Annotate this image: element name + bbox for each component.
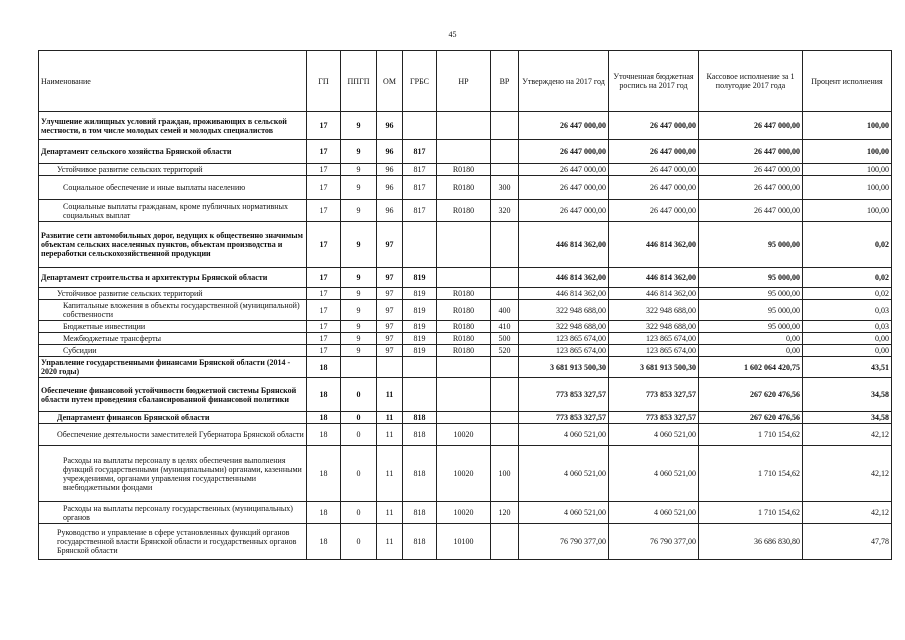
- cell-gp: 17: [307, 140, 341, 164]
- cell-name: Капитальные вложения в объекты государственной (муниципальной) собственности: [39, 300, 307, 321]
- cell-ppgp: 9: [341, 200, 377, 222]
- cell-vr: 320: [491, 200, 519, 222]
- cell-name: Департамент строительства и архитектуры Брянской области: [39, 268, 307, 288]
- cell-refined: 322 948 688,00: [609, 300, 699, 321]
- cell-cash: 26 447 000,00: [699, 140, 803, 164]
- cell-vr: 500: [491, 333, 519, 345]
- cell-grbs: 818: [403, 502, 437, 524]
- cell-percent: 100,00: [803, 164, 892, 176]
- cell-nr: [437, 412, 491, 424]
- cell-gp: 17: [307, 300, 341, 321]
- cell-om: 96: [377, 200, 403, 222]
- cell-name: Расходы на выплаты персоналу в целях обеспечения выполнения функций государственными (муниципальными) органами, казенными учреждениями, органами управления государственными внебюджетными фондами: [39, 446, 307, 502]
- cell-gp: 18: [307, 412, 341, 424]
- cell-om: 97: [377, 222, 403, 268]
- cell-refined: 26 447 000,00: [609, 112, 699, 140]
- cell-vr: [491, 268, 519, 288]
- header-refined: Уточненная бюджетная роспись на 2017 год: [609, 51, 699, 112]
- cell-grbs: 817: [403, 140, 437, 164]
- cell-om: 96: [377, 140, 403, 164]
- cell-gp: 18: [307, 424, 341, 446]
- cell-nr: R0180: [437, 164, 491, 176]
- cell-percent: 34,58: [803, 412, 892, 424]
- cell-approved: 4 060 521,00: [519, 424, 609, 446]
- cell-grbs: 819: [403, 321, 437, 333]
- cell-om: 97: [377, 345, 403, 357]
- cell-gp: 17: [307, 333, 341, 345]
- table-row: [39, 112, 892, 140]
- cell-grbs: [403, 222, 437, 268]
- cell-vr: 410: [491, 321, 519, 333]
- cell-cash: 267 620 476,56: [699, 378, 803, 412]
- cell-nr: R0180: [437, 288, 491, 300]
- header-vr: ВР: [491, 51, 519, 112]
- cell-approved: 446 814 362,00: [519, 222, 609, 268]
- cell-approved: 322 948 688,00: [519, 300, 609, 321]
- header-gp: ГП: [307, 51, 341, 112]
- cell-nr: R0180: [437, 333, 491, 345]
- cell-cash: 36 686 830,80: [699, 524, 803, 560]
- cell-name: Обеспечение деятельности заместителей Губернатора Брянской области: [39, 424, 307, 446]
- cell-gp: 17: [307, 222, 341, 268]
- cell-cash: 95 000,00: [699, 222, 803, 268]
- cell-ppgp: 9: [341, 140, 377, 164]
- cell-refined: 446 814 362,00: [609, 268, 699, 288]
- cell-gp: 18: [307, 446, 341, 502]
- cell-name: Обеспечение финансовой устойчивости бюджетной системы Брянской области путем проведения сбалансированной финансовой политики: [39, 378, 307, 412]
- cell-approved: 4 060 521,00: [519, 446, 609, 502]
- cell-refined: 773 853 327,57: [609, 412, 699, 424]
- cell-ppgp: 0: [341, 378, 377, 412]
- cell-approved: 26 447 000,00: [519, 200, 609, 222]
- cell-approved: 446 814 362,00: [519, 268, 609, 288]
- cell-name: Устойчивое развитие сельских территорий: [39, 164, 307, 176]
- table-row: [39, 345, 892, 357]
- cell-name: Социальное обеспечение и иные выплаты населению: [39, 176, 307, 200]
- cell-approved: 26 447 000,00: [519, 140, 609, 164]
- cell-percent: 0,00: [803, 345, 892, 357]
- cell-gp: 18: [307, 524, 341, 560]
- table-row: [39, 424, 892, 446]
- cell-refined: 123 865 674,00: [609, 333, 699, 345]
- cell-refined: 26 447 000,00: [609, 200, 699, 222]
- header-grbs: ГРБС: [403, 51, 437, 112]
- cell-refined: 446 814 362,00: [609, 222, 699, 268]
- cell-approved: 322 948 688,00: [519, 321, 609, 333]
- cell-vr: 300: [491, 176, 519, 200]
- cell-om: 11: [377, 412, 403, 424]
- table-row: [39, 176, 892, 200]
- header-om: ОМ: [377, 51, 403, 112]
- page-number: 45: [448, 30, 457, 39]
- cell-refined: 26 447 000,00: [609, 176, 699, 200]
- cell-om: 96: [377, 176, 403, 200]
- cell-name: Развитие сети автомобильных дорог, ведущих к общественно значимым объектам сельских населенных пунктов, объектам производства и переработки сельскохозяйственной продукции: [39, 222, 307, 268]
- cell-nr: [437, 112, 491, 140]
- cell-vr: [491, 140, 519, 164]
- cell-ppgp: 0: [341, 502, 377, 524]
- cell-ppgp: 0: [341, 446, 377, 502]
- cell-nr: [437, 140, 491, 164]
- cell-grbs: 818: [403, 424, 437, 446]
- cell-refined: 3 681 913 500,30: [609, 357, 699, 378]
- table-row: [39, 321, 892, 333]
- cell-ppgp: 9: [341, 321, 377, 333]
- cell-grbs: 819: [403, 300, 437, 321]
- cell-gp: 18: [307, 502, 341, 524]
- cell-grbs: 819: [403, 345, 437, 357]
- cell-name: Улучшение жилищных условий граждан, проживающих в сельской местности, в том числе молодых семей и молодых специалистов: [39, 112, 307, 140]
- cell-grbs: [403, 378, 437, 412]
- cell-name: Расходы на выплаты персоналу государственных (муниципальных) органов: [39, 502, 307, 524]
- table-row: [39, 140, 892, 164]
- cell-ppgp: 0: [341, 524, 377, 560]
- cell-name: Управление государственными финансами Брянской области (2014 - 2020 годы): [39, 357, 307, 378]
- cell-cash: 26 447 000,00: [699, 112, 803, 140]
- cell-nr: [437, 378, 491, 412]
- cell-approved: 26 447 000,00: [519, 112, 609, 140]
- table-header-row: [39, 51, 892, 112]
- cell-name: Руководство и управление в сфере установленных функций органов государственной власти Брянской области и государственных органов Брянской области: [39, 524, 307, 560]
- cell-refined: 26 447 000,00: [609, 140, 699, 164]
- cell-percent: 42,12: [803, 446, 892, 502]
- cell-grbs: 819: [403, 288, 437, 300]
- header-nr: НР: [437, 51, 491, 112]
- cell-approved: 3 681 913 500,30: [519, 357, 609, 378]
- cell-ppgp: 9: [341, 300, 377, 321]
- cell-percent: 100,00: [803, 112, 892, 140]
- cell-gp: 17: [307, 321, 341, 333]
- cell-vr: [491, 288, 519, 300]
- table-row: [39, 333, 892, 345]
- cell-om: 97: [377, 300, 403, 321]
- cell-om: 96: [377, 164, 403, 176]
- cell-percent: 0,00: [803, 333, 892, 345]
- cell-gp: 17: [307, 268, 341, 288]
- table-row: [39, 268, 892, 288]
- cell-name: Межбюджетные трансферты: [39, 333, 307, 345]
- table-row: [39, 446, 892, 502]
- cell-cash: 0,00: [699, 345, 803, 357]
- cell-gp: 18: [307, 378, 341, 412]
- cell-nr: R0180: [437, 300, 491, 321]
- table-row: [39, 300, 892, 321]
- cell-vr: 100: [491, 446, 519, 502]
- cell-refined: 322 948 688,00: [609, 321, 699, 333]
- cell-approved: 4 060 521,00: [519, 502, 609, 524]
- cell-grbs: [403, 112, 437, 140]
- cell-cash: 1 602 064 420,75: [699, 357, 803, 378]
- cell-grbs: 817: [403, 200, 437, 222]
- cell-ppgp: 9: [341, 268, 377, 288]
- cell-nr: [437, 222, 491, 268]
- cell-grbs: 817: [403, 176, 437, 200]
- table-row: [39, 378, 892, 412]
- cell-om: 96: [377, 112, 403, 140]
- cell-ppgp: 0: [341, 412, 377, 424]
- cell-gp: 17: [307, 112, 341, 140]
- cell-grbs: 819: [403, 268, 437, 288]
- cell-name: Субсидии: [39, 345, 307, 357]
- cell-ppgp: 9: [341, 112, 377, 140]
- cell-refined: 26 447 000,00: [609, 164, 699, 176]
- cell-nr: R0180: [437, 176, 491, 200]
- cell-grbs: 817: [403, 164, 437, 176]
- cell-ppgp: 9: [341, 345, 377, 357]
- cell-name: Департамент сельского хозяйства Брянской области: [39, 140, 307, 164]
- cell-cash: 95 000,00: [699, 321, 803, 333]
- cell-name: Департамент финансов Брянской области: [39, 412, 307, 424]
- cell-cash: 95 000,00: [699, 268, 803, 288]
- cell-gp: 18: [307, 357, 341, 378]
- cell-percent: 47,78: [803, 524, 892, 560]
- cell-refined: 446 814 362,00: [609, 288, 699, 300]
- cell-name: Устойчивое развитие сельских территорий: [39, 288, 307, 300]
- cell-vr: [491, 424, 519, 446]
- cell-cash: 267 620 476,56: [699, 412, 803, 424]
- cell-percent: 43,51: [803, 357, 892, 378]
- cell-nr: [437, 357, 491, 378]
- cell-grbs: [403, 357, 437, 378]
- cell-om: 11: [377, 524, 403, 560]
- cell-nr: R0180: [437, 321, 491, 333]
- table-row: [39, 164, 892, 176]
- cell-vr: 120: [491, 502, 519, 524]
- cell-grbs: 819: [403, 333, 437, 345]
- cell-percent: 100,00: [803, 176, 892, 200]
- table-row: [39, 222, 892, 268]
- cell-vr: [491, 112, 519, 140]
- cell-refined: 4 060 521,00: [609, 446, 699, 502]
- cell-approved: 123 865 674,00: [519, 345, 609, 357]
- cell-approved: 446 814 362,00: [519, 288, 609, 300]
- cell-ppgp: 9: [341, 288, 377, 300]
- cell-om: 11: [377, 446, 403, 502]
- cell-refined: 123 865 674,00: [609, 345, 699, 357]
- cell-gp: 17: [307, 176, 341, 200]
- cell-percent: 0,03: [803, 321, 892, 333]
- header-name: Наименование: [39, 51, 307, 112]
- cell-nr: R0180: [437, 345, 491, 357]
- cell-vr: [491, 357, 519, 378]
- cell-percent: 42,12: [803, 424, 892, 446]
- cell-nr: 10100: [437, 524, 491, 560]
- cell-name: Социальные выплаты гражданам, кроме публичных нормативных социальных выплат: [39, 200, 307, 222]
- header-ppgp: ППГП: [341, 51, 377, 112]
- cell-vr: [491, 222, 519, 268]
- table-row: [39, 357, 892, 378]
- table-row: [39, 200, 892, 222]
- cell-percent: 0,02: [803, 288, 892, 300]
- cell-approved: 773 853 327,57: [519, 412, 609, 424]
- cell-cash: 0,00: [699, 333, 803, 345]
- cell-nr: R0180: [437, 200, 491, 222]
- table-row: [39, 412, 892, 424]
- cell-vr: [491, 378, 519, 412]
- cell-nr: 10020: [437, 446, 491, 502]
- cell-gp: 17: [307, 288, 341, 300]
- cell-ppgp: 9: [341, 222, 377, 268]
- cell-percent: 100,00: [803, 140, 892, 164]
- cell-vr: [491, 164, 519, 176]
- cell-approved: 76 790 377,00: [519, 524, 609, 560]
- cell-cash: 26 447 000,00: [699, 200, 803, 222]
- cell-percent: 0,03: [803, 300, 892, 321]
- cell-gp: 17: [307, 200, 341, 222]
- cell-grbs: 818: [403, 524, 437, 560]
- cell-grbs: 818: [403, 412, 437, 424]
- cell-approved: 773 853 327,57: [519, 378, 609, 412]
- cell-om: 11: [377, 424, 403, 446]
- table-row: [39, 524, 892, 560]
- cell-om: 97: [377, 321, 403, 333]
- cell-cash: 26 447 000,00: [699, 164, 803, 176]
- cell-gp: 17: [307, 345, 341, 357]
- cell-ppgp: 9: [341, 164, 377, 176]
- header-approved: Утверждено на 2017 год: [519, 51, 609, 112]
- cell-cash: 1 710 154,62: [699, 424, 803, 446]
- cell-percent: 0,02: [803, 268, 892, 288]
- cell-nr: [437, 268, 491, 288]
- cell-om: 97: [377, 288, 403, 300]
- header-cash: Кассовое исполнение за 1 полугодие 2017 года: [699, 51, 803, 112]
- cell-grbs: 818: [403, 446, 437, 502]
- cell-om: 11: [377, 502, 403, 524]
- cell-refined: 773 853 327,57: [609, 378, 699, 412]
- cell-cash: 26 447 000,00: [699, 176, 803, 200]
- header-percent: Процент исполнения: [803, 51, 892, 112]
- cell-approved: 123 865 674,00: [519, 333, 609, 345]
- cell-percent: 100,00: [803, 200, 892, 222]
- cell-om: 11: [377, 378, 403, 412]
- cell-vr: [491, 524, 519, 560]
- cell-cash: 95 000,00: [699, 288, 803, 300]
- cell-name: Бюджетные инвестиции: [39, 321, 307, 333]
- table-row: [39, 502, 892, 524]
- cell-ppgp: 0: [341, 424, 377, 446]
- cell-vr: 520: [491, 345, 519, 357]
- cell-ppgp: [341, 357, 377, 378]
- cell-refined: 4 060 521,00: [609, 424, 699, 446]
- cell-vr: 400: [491, 300, 519, 321]
- cell-nr: 10020: [437, 502, 491, 524]
- cell-nr: 10020: [437, 424, 491, 446]
- cell-ppgp: 9: [341, 333, 377, 345]
- cell-cash: 1 710 154,62: [699, 502, 803, 524]
- cell-approved: 26 447 000,00: [519, 176, 609, 200]
- cell-gp: 17: [307, 164, 341, 176]
- cell-cash: 95 000,00: [699, 300, 803, 321]
- cell-vr: [491, 412, 519, 424]
- cell-om: [377, 357, 403, 378]
- cell-ppgp: 9: [341, 176, 377, 200]
- cell-approved: 26 447 000,00: [519, 164, 609, 176]
- cell-percent: 34,58: [803, 378, 892, 412]
- cell-refined: 4 060 521,00: [609, 502, 699, 524]
- cell-refined: 76 790 377,00: [609, 524, 699, 560]
- table-row: [39, 288, 892, 300]
- cell-percent: 0,02: [803, 222, 892, 268]
- cell-om: 97: [377, 333, 403, 345]
- budget-execution-table: [38, 50, 892, 560]
- cell-percent: 42,12: [803, 502, 892, 524]
- cell-cash: 1 710 154,62: [699, 446, 803, 502]
- cell-om: 97: [377, 268, 403, 288]
